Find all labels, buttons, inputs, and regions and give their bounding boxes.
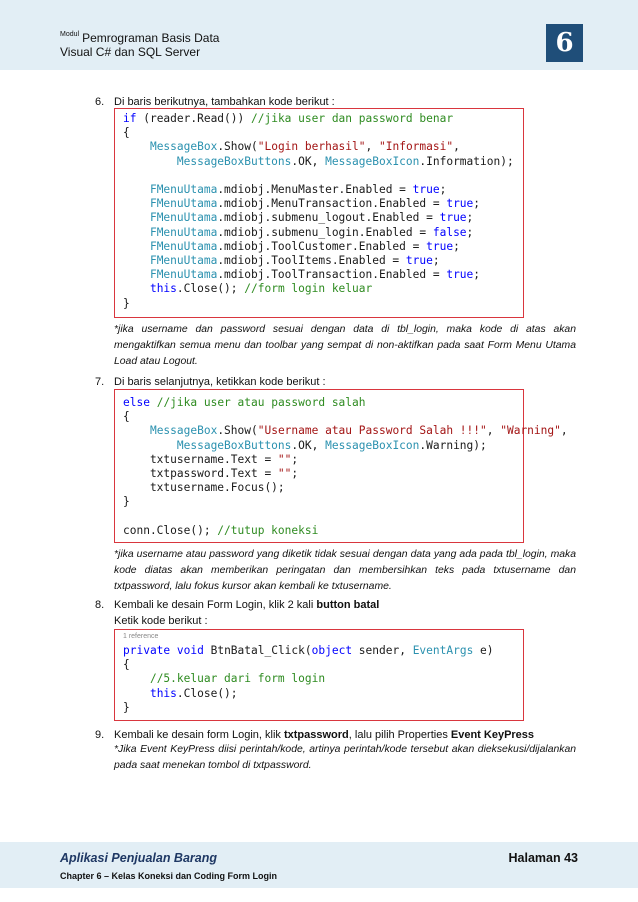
code-line: this.Close(); [149,686,238,700]
step-number: 7. [95,376,105,388]
code-line: FMenuUtama.mdiobj.ToolCustomer.Enabled = true; [149,239,460,253]
code-line: MessageBox.Show("Login berhasil", "Informasi", [149,140,460,154]
step-number: 6. [95,96,105,108]
note-step-6: *jika username dan password sesuai dengan data di tbl_login, maka kode di atas akan mengaktifkan semua menu dan toolbar yang sempat di non-aktifkan pada saat Form Menu Utama Load atau Logout. [114,324,576,367]
step-text: Ketik kode berikut : [114,615,208,627]
note-step-9: *Jika Event KeyPress diisi perintah/kode, artinya perintah/kode tersebut akan dieksekusi/dijalankan pada saat menekan tombol di txtpassword. [114,744,576,771]
code-line: { [123,658,130,672]
code-line: FMenuUtama.mdiobj.MenuTransaction.Enabled = true; [149,197,481,211]
code-line: } [123,700,130,714]
code-line: //5.keluar dari form login [149,672,326,686]
code-line: this.Close(); //form login keluar [149,282,373,296]
code-line: } [123,495,130,509]
code-block-login-failed [114,389,568,543]
chapter-title: Chapter 6 – Kelas Koneksi dan Coding Form Login [60,871,278,881]
code-line: conn.Close(); //tutup koneksi [123,523,319,537]
page-footer [0,842,638,888]
code-block-batal-click [114,629,524,721]
code-line: else //jika user atau password salah [123,396,366,409]
code-block-login-success [114,108,524,318]
code-line: FMenuUtama.mdiobj.submenu_logout.Enabled = true; [149,211,474,225]
code-line: FMenuUtama.mdiobj.MenuMaster.Enabled = true; [149,183,447,197]
step-text-bold: button batal [316,599,380,611]
code-line: txtusername.Focus(); [123,481,285,495]
step-8-line2 [114,614,208,628]
step-number: 8. [95,599,105,611]
code-line: { [123,410,130,424]
code-lines [123,644,494,715]
code-line: txtusername.Text = ""; [123,452,299,466]
step-text: Di baris selanjutnya, ketikkan kode berikut : [114,376,326,388]
step-text-part: Kembali ke desain Form Login, klik 2 kali [114,599,317,611]
code-line: FMenuUtama.mdiobj.ToolItems.Enabled = true; [149,254,440,268]
code-line: FMenuUtama.mdiobj.submenu_login.Enabled = false; [149,225,474,239]
app-name: Aplikasi Penjualan Barang [60,851,217,865]
code-lines [123,112,514,311]
code-line: FMenuUtama.mdiobj.ToolTransaction.Enabled = true; [149,268,481,282]
note-step-7: *jika username atau password yang diketik tidak sesuai dengan data yang ada pada tbl_login, maka kode diatas akan memberikan peringatan dan membersihkan teks pada txtusername dan txtpassword, lalu fokus kursor akan kembali ke txtusername. [114,549,576,592]
step-text [114,598,379,612]
chapter-badge: 6 [546,24,583,62]
modul-label: Modul [60,31,80,38]
code-line: MessageBox.Show("Username atau Password Salah !!!", "Warning", [149,424,568,438]
step-text [114,728,534,742]
page-header [0,0,638,70]
code-line: } [123,296,130,310]
code-line: MessageBoxButtons.OK, MessageBoxIcon.Warning); [176,438,487,452]
module-title: Pemrograman Basis Data [82,31,220,45]
step-number: 9. [95,729,105,741]
step-text-part: , lalu pilih Properties [348,729,451,741]
page-number: Halaman 43 [508,851,578,865]
code-line: { [123,126,130,140]
code-line: if (reader.Read()) //jika user dan password benar [123,112,454,125]
code-lines [123,396,568,538]
step-text-part: Kembali ke desain form Login, klik [114,729,284,741]
step-text-bold: Event KeyPress [450,729,535,741]
module-subtitle: Visual C# dan SQL Server [60,45,201,59]
reference-count: 1 reference [123,633,159,640]
code-line: txtpassword.Text = ""; [123,467,299,481]
step-text-bold: txtpassword [283,729,349,741]
code-line: private void BtnBatal_Click(object sender, EventArgs e) [123,644,494,657]
step-text: Di baris berikutnya, tambahkan kode berikut : [114,96,335,108]
module-title-line [60,31,219,45]
code-line: MessageBoxButtons.OK, MessageBoxIcon.Information); [176,154,514,168]
